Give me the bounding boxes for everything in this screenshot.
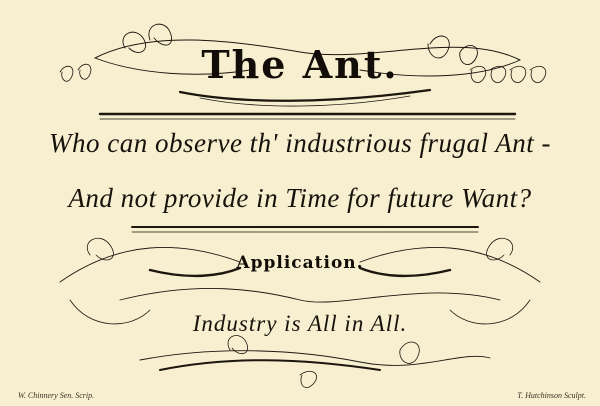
verse-line-1: Who can observe th' industrious frugal Ant -	[48, 128, 551, 158]
moral-line: Industry is All in All.	[192, 311, 408, 336]
page-title: The Ant.	[201, 42, 399, 87]
verse-line-2: And not provide in Time for future Want?	[68, 183, 532, 213]
application-heading: Application.	[236, 253, 364, 273]
engraver-credit-left: W. Chinnery Sen. Scrip.	[18, 391, 95, 400]
engraver-credit-right: T. Hutchinson Sculpt.	[517, 391, 586, 400]
